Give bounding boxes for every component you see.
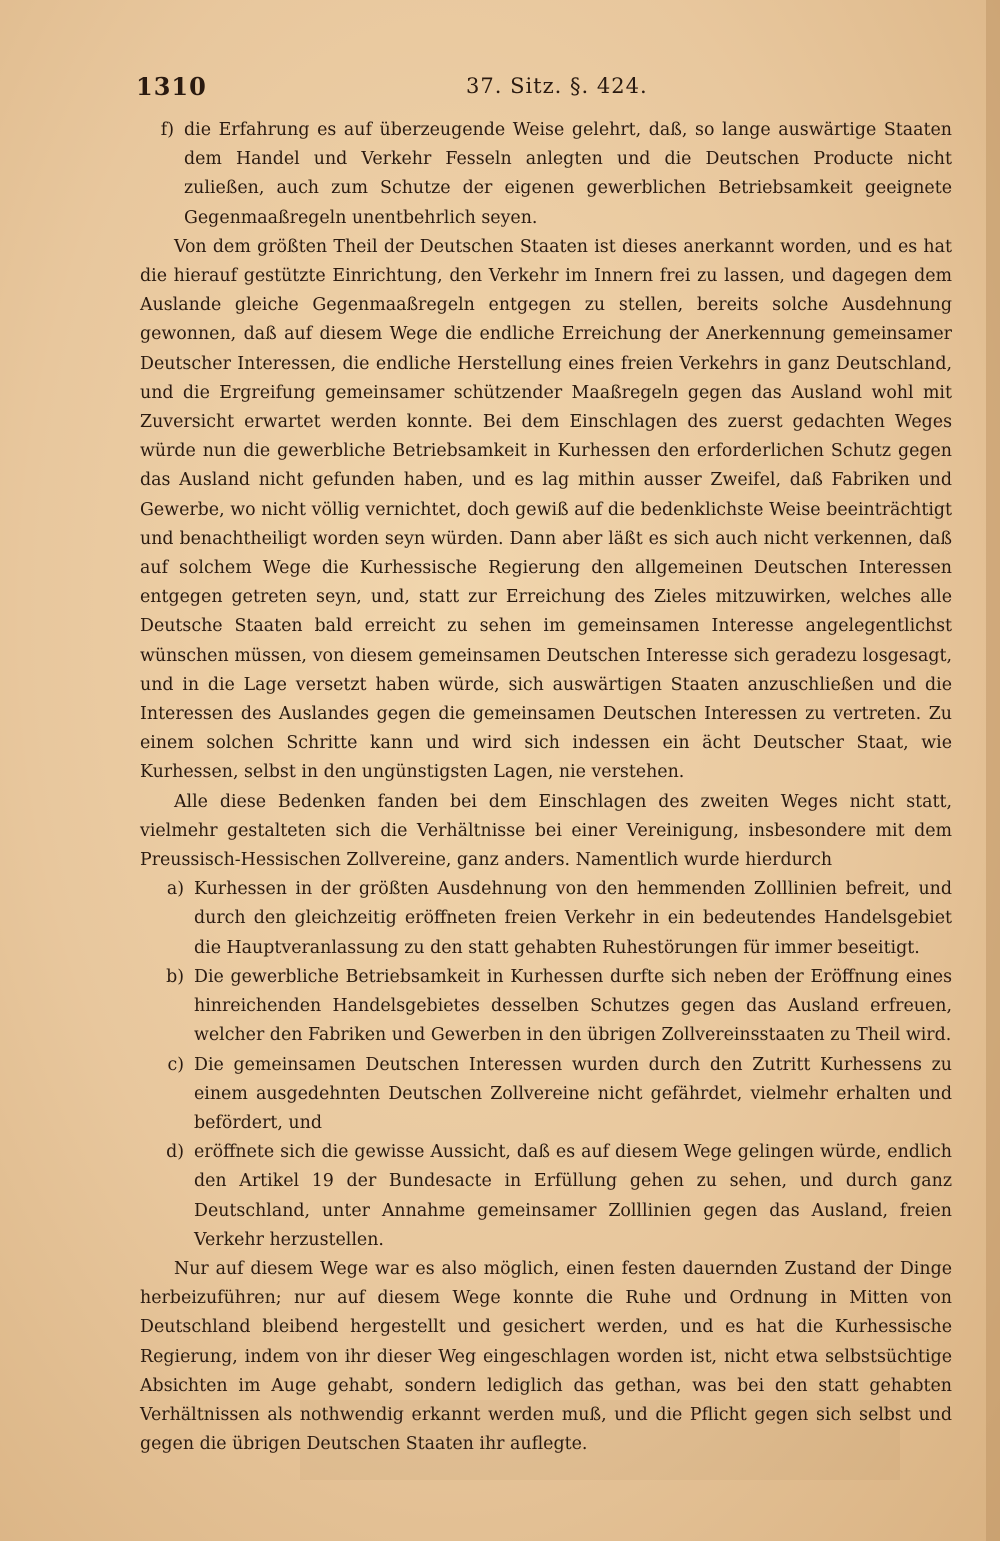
list-item-text: Kurhessen in der größten Ausdehnung von den hemmenden Zolllinien befreit, und durch den gleichzeitig eröffneten freien Verkehr in ein bedeutendes Handelsgebiet die Hauptveranlassung zu den statt gehabten Ruhestörungen für immer beseitigt. — [194, 879, 952, 958]
list-label: c) — [167, 1054, 184, 1075]
list-label: b) — [166, 966, 184, 987]
paragraph: Nur auf diesem Wege war es also möglich, einen festen dauernden Zustand der Dinge herbeizuführen; nur auf diesem Wege konnte die Ruhe und Ordnung in Mitten von Deutschland bleibend hergestellt und gesichert werden, und es hat die Kurhessische Regierung, indem von ihr dieser Weg eingeschlagen worden ist, nicht etwa selbstsüchtige Absichten im Auge gehabt, sondern lediglich das gethan, was bei den statt gehabten Verhältnissen als nothwendig erkannt werden muß, und die Pflicht gegen sich selbst und gegen die übrigen Deutschen Staaten ihr auflegte. — [140, 1258, 952, 1455]
list-item-d — [140, 1138, 952, 1255]
paragraph: Alle diese Bedenken fanden bei dem Einschlagen des zweiten Weges nicht statt, vielmehr gestalteten sich die Verhältnisse bei einer Vereinigung, insbesondere mit dem Preussisch-Hessischen Zollvereine, ganz anders. Namentlich wurde hierdurch — [140, 791, 952, 871]
list-label: a) — [166, 879, 184, 900]
list-item-c — [140, 1051, 952, 1139]
body-text — [140, 116, 952, 1459]
list-item-text: die Erfahrung es auf überzeugende Weise gelehrt, daß, so lange auswärtige Staaten dem Handel und Verkehr Fesseln anlegten und die Deutschen Producte nicht zuließen, auch zum Schutze der eigenen gewerblichen Betriebsamkeit geeignete Gegenmaaßregeln unentbehrlich seyen. — [184, 120, 952, 228]
list-label: f) — [160, 120, 174, 140]
paragraph: Von dem größten Theil der Deutschen Staaten ist dieses anerkannt worden, und es hat die hierauf gestützte Einrichtung, den Verkehr im Innern frei zu lassen, und dagegen dem Auslande gleiche Gegenmaaßregeln entgegen zu stellen, bereits solche Ausdehnung gewonnen, daß auf diesem Wege die endliche Erreichung der Anerkennung gemeinsamer Deutscher Interessen, die endliche Herstellung eines freien Verkehrs in ganz Deutschland, und die Ergreifung gemeinsamer schützender Maaßregeln gegen das Ausland wohl mit Zuversicht erwartet werden konnte. Bei dem Einschlagen des zuerst gedachten Weges würde nun die gewerbliche Betriebsamkeit in Kurhessen den erforderlichen Schutz gegen das Ausland nicht gefunden haben, und es lag mithin ausser Zweifel, daß Fabriken und Gewerbe, wo nicht völlig vernichtet, doch gewiß auf die bedenklichste Weise beeinträchtigt und benachtheiligt worden seyn würden. Dann aber läßt es sich auch nicht verkennen, daß auf solchem Wege die Kurhessische Regierung den allgemeinen Deutschen Interessen entgegen getreten seyn, und, statt zur Erreichung des Zieles mitzuwirken, welches alle Deutsche Staaten bald erreicht zu sehen im gemeinsamen Interesse angelegentlichst wünschen müssen, von diesem gemeinsamen Deutschen Interesse sich geradezu losgesagt, und in die Lage versetzt haben würde, sich auswärtigen Staaten anzuschließen und die Interessen des Auslandes gegen die gemeinsamen Deutschen Interessen zu vertreten. Zu einem solchen Schritte kann und wird sich indessen ein ächt Deutscher Staat, wie Kurhessen, selbst in den ungünstigsten Lagen, nie verstehen. — [140, 236, 952, 783]
running-head: 37. Sitz. §. 424. — [466, 74, 648, 98]
list-item-text: Die gewerbliche Betriebsamkeit in Kurhessen durfte sich neben der Eröffnung eines hinreichenden Handelsgebietes desselben Schutzes gegen das Ausland erfreuen, welcher den Fabriken und Gewerben in den übrigen Zollvereinsstaaten zu Theil wird. — [194, 966, 952, 1046]
list-label: d) — [166, 1142, 184, 1163]
list-item-text: eröffnete sich die gewisse Aussicht, daß es auf diesem Wege gelingen würde, endlich den Artikel 19 der Bundesacte in Erfüllung gehen zu sehen, und durch ganz Deutschland, unter Annahme gemeinsamer Zolllinien gegen das Ausland, freien Verkehr herzustellen. — [194, 1142, 952, 1250]
list-item-a — [140, 875, 952, 963]
page-edge — [986, 0, 1000, 1541]
list-item-text: Die gemeinsamen Deutschen Interessen wurden durch den Zutritt Kurhessens zu einem ausgedehnten Deutschen Zollvereine nicht gefährdet, vielmehr erhalten und befördert, und — [194, 1054, 952, 1133]
page-header — [136, 72, 956, 106]
list-item-b — [140, 963, 952, 1051]
list-item-f — [140, 116, 952, 233]
page-number: 1310 — [136, 72, 207, 101]
